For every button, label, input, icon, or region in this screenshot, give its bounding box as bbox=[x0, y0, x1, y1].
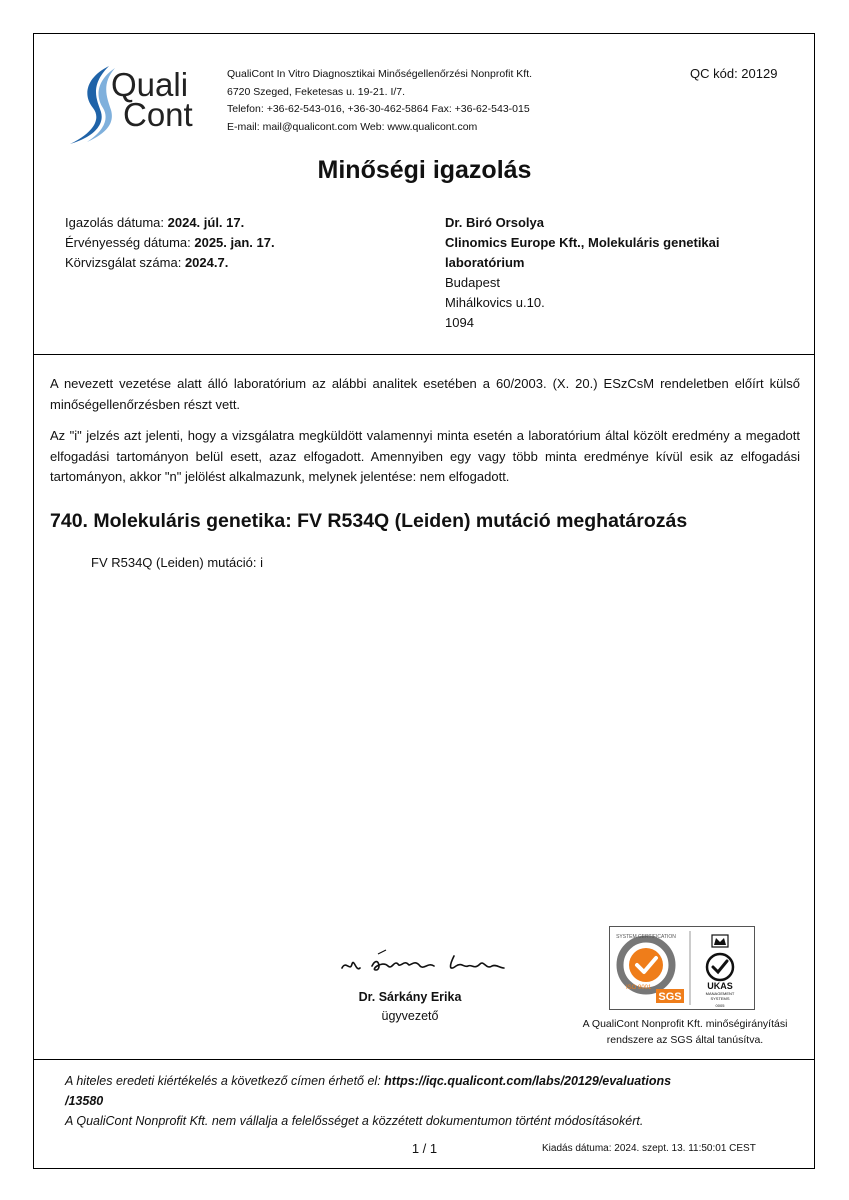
footer-verification-text: A hiteles eredeti kiértékelés a következő címen érhető el: bbox=[65, 1074, 385, 1088]
sgs-ukas-logo-icon bbox=[610, 927, 754, 1009]
round-number-value: 2024.7. bbox=[184, 255, 229, 270]
issue-date-label: Igazolás dátuma: bbox=[65, 215, 168, 230]
round-number-label: Körvizsgálat száma: bbox=[65, 255, 185, 270]
logo-text-quali: Quali bbox=[111, 66, 189, 103]
page-number: 1 / 1 bbox=[411, 1141, 438, 1156]
ukas-brand-text: UKAS bbox=[707, 981, 733, 991]
company-name: QualiCont In Vitro Diagnosztikai Minőségellenőrzési Nonprofit Kft. bbox=[227, 68, 533, 80]
page-title: Minőségi igazolás bbox=[317, 156, 532, 184]
recipient-zip: 1094 bbox=[445, 315, 474, 330]
recipient-address bbox=[445, 213, 775, 333]
ukas-sub1-text: MANAGEMENT bbox=[705, 991, 735, 996]
recipient-city: Budapest bbox=[445, 275, 500, 290]
recipient-org: Clinomics Europe Kft., Molekuláris genetikai laboratórium bbox=[445, 235, 720, 270]
issue-timestamp: Kiadás dátuma: 2024. szept. 13. 11:50:01 CEST bbox=[542, 1143, 756, 1154]
divider-header bbox=[33, 354, 815, 355]
certificate-meta bbox=[65, 213, 275, 273]
company-phone: Telefon: +36-62-543-016, +36-30-462-5864 Fax: +36-62-543-015 bbox=[227, 103, 530, 115]
footer-verification-link-end[interactable]: /13580 bbox=[65, 1094, 104, 1108]
recipient-street: Mihálkovics u.10. bbox=[445, 295, 545, 310]
ukas-sub2-text: SYSTEMS bbox=[710, 996, 730, 1001]
sgs-iso-text: ISO 9001 bbox=[626, 985, 652, 991]
footer-link-continuation bbox=[65, 1092, 103, 1111]
recipient-name: Dr. Biró Orsolya bbox=[445, 215, 544, 230]
company-address: 6720 Szeged, Feketesas u. 19-21. I/7. bbox=[227, 85, 406, 98]
certification-badge bbox=[609, 926, 755, 1010]
certification-caption bbox=[565, 1016, 805, 1048]
qc-code: QC kód: 20129 bbox=[690, 66, 778, 81]
certification-caption-line2: rendszere az SGS által tanúsítva. bbox=[606, 1034, 764, 1046]
footer-verification-link[interactable]: https://iqc.qualicont.com/labs/20129/evaluations bbox=[384, 1074, 672, 1088]
issue-date-value: 2024. júl. 17. bbox=[167, 215, 245, 230]
ukas-code-text: 0005 bbox=[715, 1003, 725, 1008]
qualicont-logo bbox=[65, 62, 210, 146]
section-heading: 740. Molekuláris genetika: FV R534Q (Leiden) mutáció meghatározás bbox=[50, 510, 688, 532]
sgs-ring-text: SYSTEM CERTIFICATION bbox=[616, 934, 676, 940]
valid-date-value: 2025. jan. 17. bbox=[194, 235, 275, 250]
certification-caption-line1: A QualiCont Nonprofit Kft. minőségirányítási bbox=[582, 1018, 788, 1030]
signer-block bbox=[330, 988, 490, 1026]
logo-text-cont: Cont bbox=[123, 96, 193, 133]
sgs-brand-text: SGS bbox=[658, 991, 682, 1003]
company-info bbox=[227, 66, 532, 136]
signature-scribble-icon bbox=[338, 946, 508, 982]
footer-verification-line bbox=[65, 1072, 671, 1091]
signer-role: ügyvezető bbox=[381, 1009, 439, 1023]
result-line: FV R534Q (Leiden) mutáció: i bbox=[91, 555, 263, 570]
handwritten-signature bbox=[338, 946, 508, 982]
company-email: E-mail: mail@qualicont.com Web: www.qualicont.com bbox=[227, 120, 478, 133]
divider-footer bbox=[33, 1059, 815, 1060]
valid-date-label: Érvényesség dátuma: bbox=[65, 235, 195, 250]
body-paragraph-1: A nevezett vezetése alatt álló laboratórium az alábbi analitek esetében a 60/2003. (X. 20.) ESzCsM rendeletben előírt külső minőségellenőrzésben részt vett. bbox=[50, 376, 800, 412]
signer-name: Dr. Sárkány Erika bbox=[358, 990, 462, 1004]
body-paragraph-2: Az "i" jelzés azt jelenti, hogy a vizsgálatra megküldött valamennyi minta esetén a laboratórium által közölt eredmény a megadott elfogadási tartományon belül esett, azaz elfogadott. Amennyiben egy vagy több minta eredménye kívül esik az elfogadási tartományon, akkor "n" jelölést alkalmazunk, melynek jelentése: nem elfogadott. bbox=[50, 428, 800, 484]
footer-disclaimer: A QualiCont Nonprofit Kft. nem vállalja a felelősséget a közzétett dokumentumon történt módosításokért. bbox=[65, 1114, 644, 1128]
